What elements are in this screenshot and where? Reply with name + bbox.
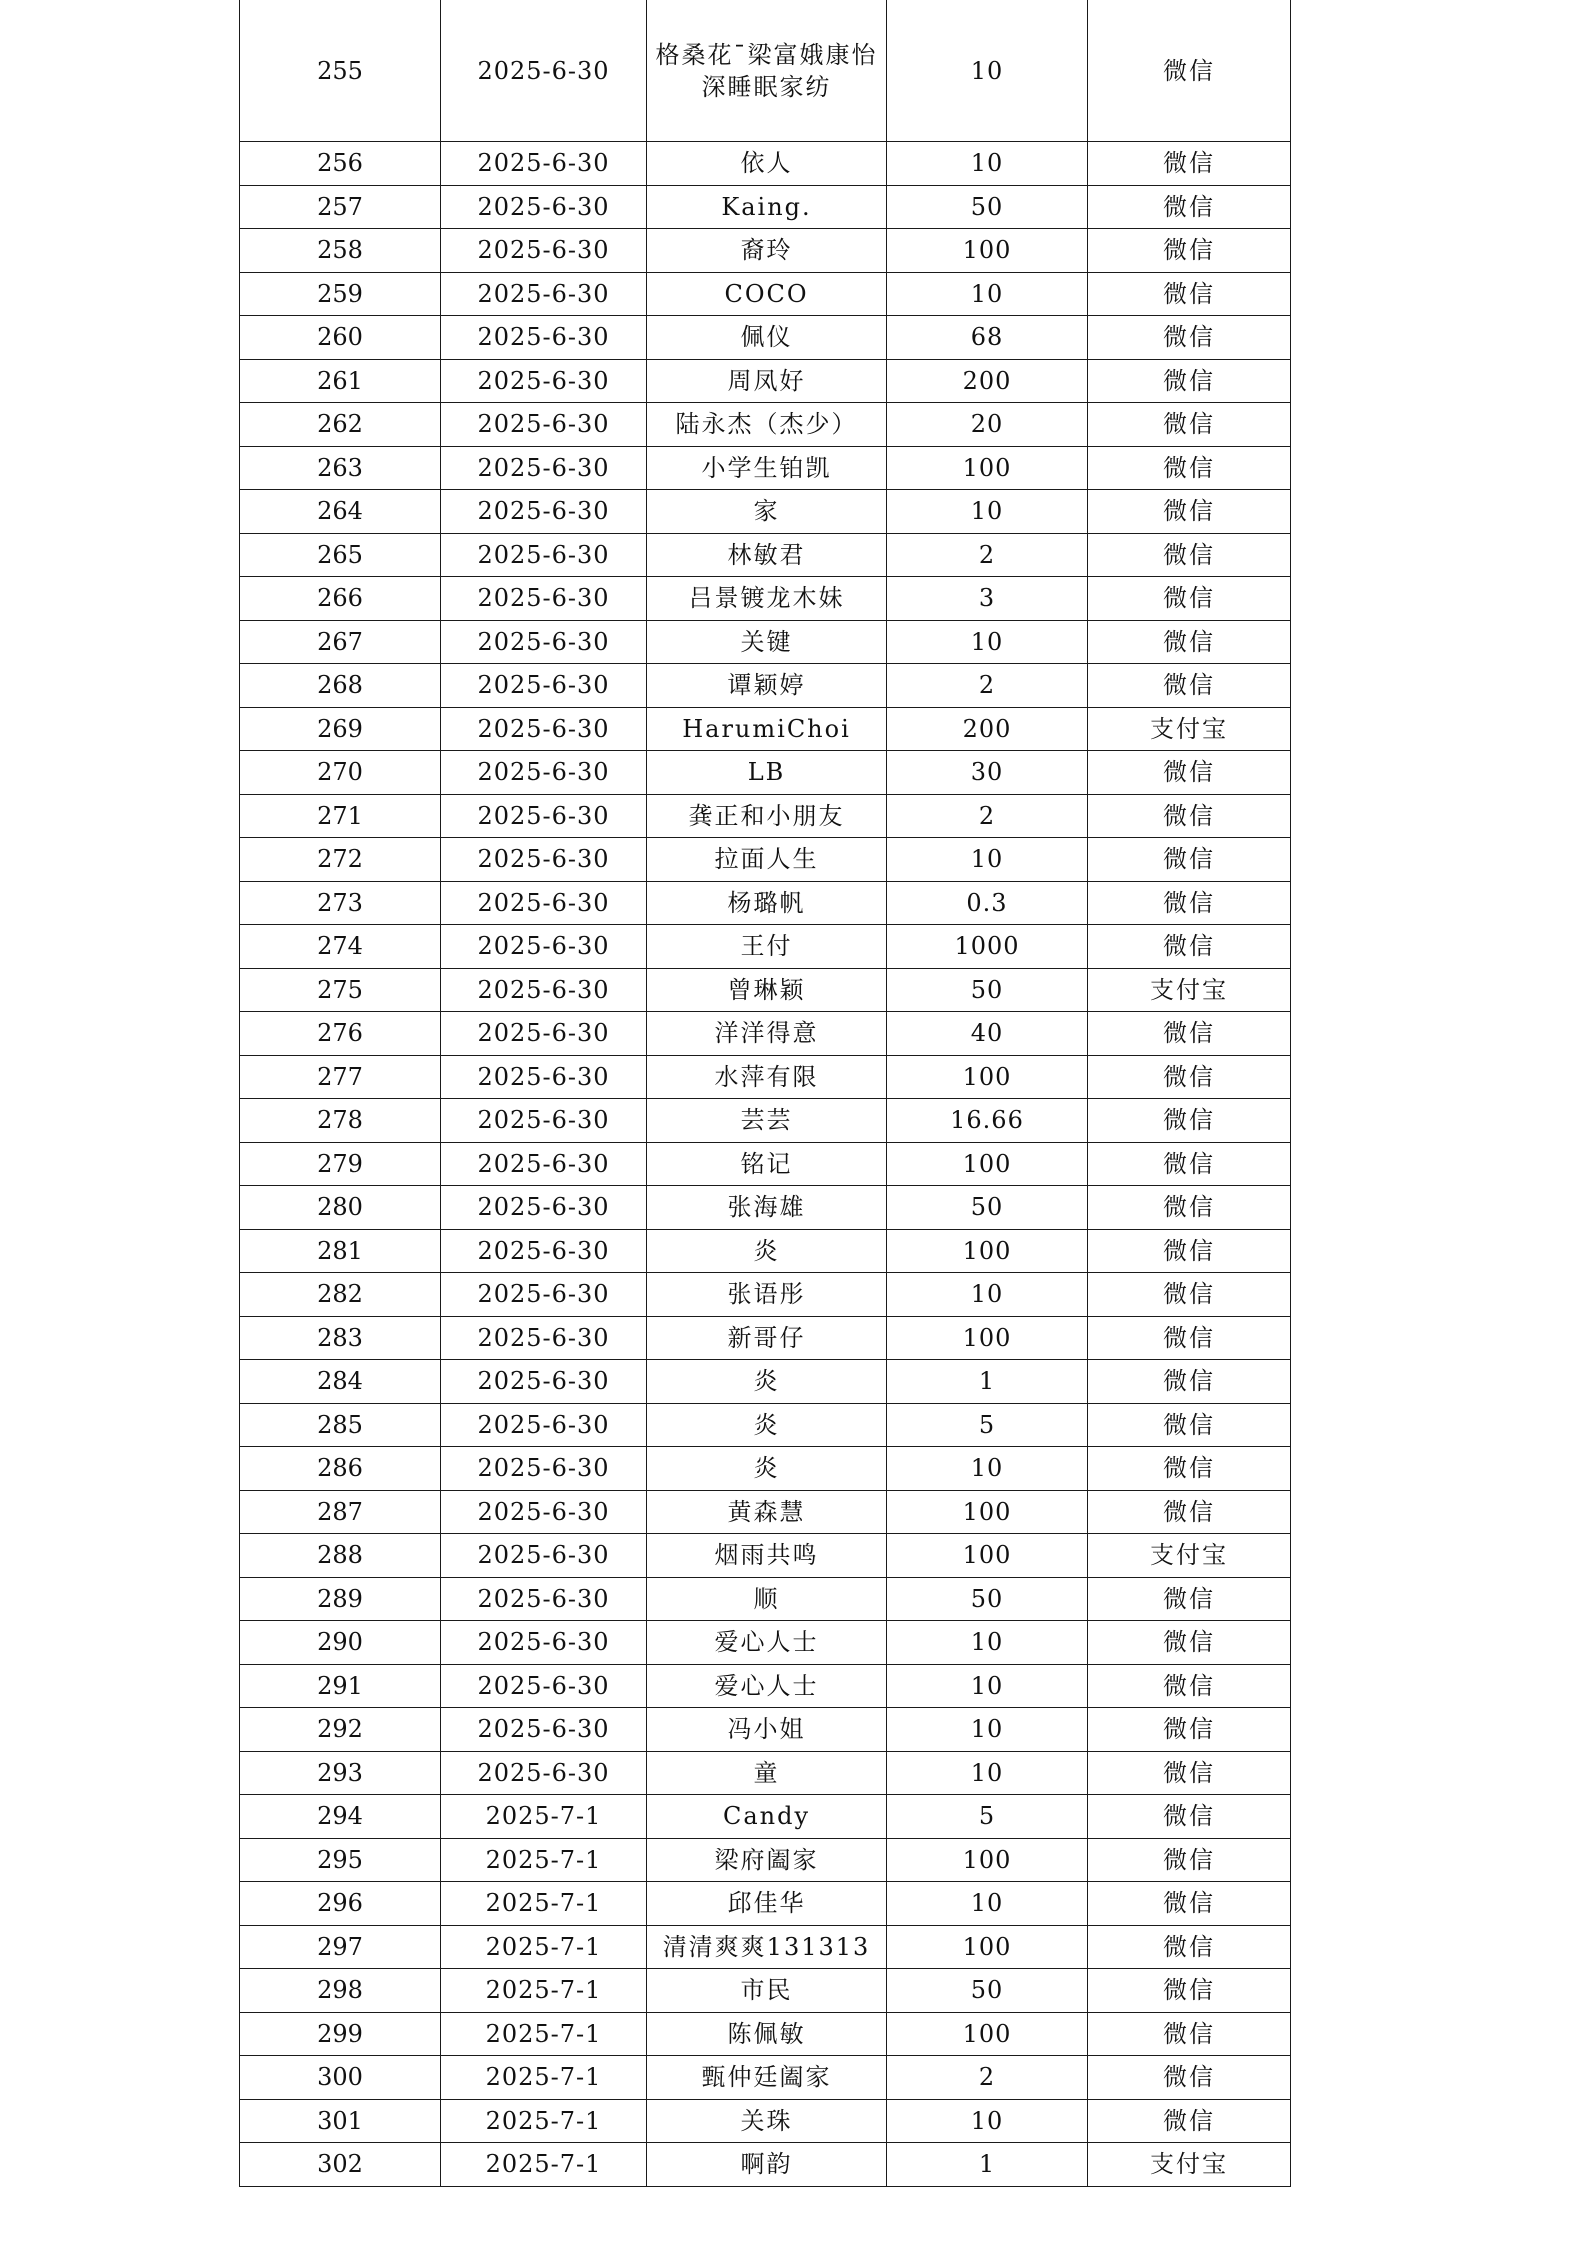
table-row [240,1795,1291,1839]
table-row [240,1621,1291,1665]
serial-number-cell: 280 [240,1186,441,1230]
payment-channel-cell: 微信 [1088,2099,1291,2143]
donor-name-cell: 周凤好 [647,359,887,403]
date-cell: 2025-6-30 [441,838,647,882]
amount-cell: 10 [887,1621,1088,1665]
serial-number-cell: 266 [240,577,441,621]
donor-name-cell: 新哥仔 [647,1316,887,1360]
donor-name-cell: 冯小姐 [647,1708,887,1752]
payment-channel-cell: 微信 [1088,1664,1291,1708]
amount-cell: 10 [887,1751,1088,1795]
amount-cell: 50 [887,185,1088,229]
date-cell: 2025-7-1 [441,1795,647,1839]
amount-cell: 10 [887,490,1088,534]
serial-number-cell: 288 [240,1534,441,1578]
date-cell: 2025-6-30 [441,1403,647,1447]
donor-name-cell: LB [647,751,887,795]
payment-channel-cell: 微信 [1088,272,1291,316]
date-cell: 2025-6-30 [441,1577,647,1621]
date-cell: 2025-6-30 [441,272,647,316]
date-cell: 2025-6-30 [441,925,647,969]
date-cell: 2025-6-30 [441,1447,647,1491]
table-row [240,142,1291,186]
amount-cell: 40 [887,1012,1088,1056]
date-cell: 2025-6-30 [441,229,647,273]
payment-channel-cell: 微信 [1088,1490,1291,1534]
serial-number-cell: 270 [240,751,441,795]
payment-channel-cell: 微信 [1088,316,1291,360]
amount-cell: 10 [887,2099,1088,2143]
amount-cell: 2 [887,664,1088,708]
date-cell: 2025-6-30 [441,1273,647,1317]
payment-channel-cell: 微信 [1088,1969,1291,2013]
payment-channel-cell: 微信 [1088,1142,1291,1186]
date-cell: 2025-6-30 [441,359,647,403]
donor-name-cell: 格桑花¯梁富娥康怡深睡眠家纺 [647,0,887,142]
serial-number-cell: 293 [240,1751,441,1795]
donation-table-body [240,0,1291,2186]
serial-number-cell: 263 [240,446,441,490]
serial-number-cell: 272 [240,838,441,882]
serial-number-cell: 273 [240,881,441,925]
serial-number-cell: 277 [240,1055,441,1099]
payment-channel-cell: 微信 [1088,490,1291,534]
date-cell: 2025-6-30 [441,1012,647,1056]
payment-channel-cell: 微信 [1088,1229,1291,1273]
table-row [240,577,1291,621]
payment-channel-cell: 微信 [1088,229,1291,273]
donor-name-cell: 陈佩敏 [647,2012,887,2056]
donor-name-cell: 童 [647,1751,887,1795]
payment-channel-cell: 微信 [1088,1403,1291,1447]
serial-number-cell: 300 [240,2056,441,2100]
date-cell: 2025-6-30 [441,1490,647,1534]
table-row [240,881,1291,925]
table-row [240,664,1291,708]
serial-number-cell: 269 [240,707,441,751]
amount-cell: 100 [887,1925,1088,1969]
table-row [240,1838,1291,1882]
payment-channel-cell: 微信 [1088,838,1291,882]
date-cell: 2025-6-30 [441,1316,647,1360]
table-row [240,2099,1291,2143]
payment-channel-cell: 微信 [1088,2012,1291,2056]
payment-channel-cell: 微信 [1088,925,1291,969]
donor-name-cell: 张海雄 [647,1186,887,1230]
date-cell: 2025-6-30 [441,1708,647,1752]
table-row [240,1360,1291,1404]
donor-name-cell: 烟雨共鸣 [647,1534,887,1578]
donor-name-cell: 水萍有限 [647,1055,887,1099]
amount-cell: 100 [887,1490,1088,1534]
serial-number-cell: 297 [240,1925,441,1969]
serial-number-cell: 274 [240,925,441,969]
table-row [240,359,1291,403]
date-cell: 2025-6-30 [441,1099,647,1143]
donor-name-cell: 小学生铂凯 [647,446,887,490]
date-cell: 2025-6-30 [441,620,647,664]
date-cell: 2025-6-30 [441,185,647,229]
amount-cell: 10 [887,620,1088,664]
amount-cell: 10 [887,1708,1088,1752]
amount-cell: 3 [887,577,1088,621]
date-cell: 2025-6-30 [441,1664,647,1708]
date-cell: 2025-6-30 [441,1751,647,1795]
serial-number-cell: 299 [240,2012,441,2056]
payment-channel-cell: 支付宝 [1088,2143,1291,2187]
date-cell: 2025-6-30 [441,664,647,708]
payment-channel-cell: 微信 [1088,794,1291,838]
table-row [240,751,1291,795]
serial-number-cell: 292 [240,1708,441,1752]
date-cell: 2025-6-30 [441,577,647,621]
payment-channel-cell: 微信 [1088,1751,1291,1795]
payment-channel-cell: 微信 [1088,1099,1291,1143]
table-row [240,533,1291,577]
payment-channel-cell: 微信 [1088,533,1291,577]
table-row [240,1403,1291,1447]
date-cell: 2025-6-30 [441,1186,647,1230]
amount-cell: 1 [887,2143,1088,2187]
donor-name-cell: 炎 [647,1229,887,1273]
donor-name-cell: 爱心人士 [647,1664,887,1708]
table-row [240,0,1291,142]
date-cell: 2025-6-30 [441,1621,647,1665]
donor-name-cell: 黄森慧 [647,1490,887,1534]
serial-number-cell: 290 [240,1621,441,1665]
amount-cell: 10 [887,838,1088,882]
payment-channel-cell: 微信 [1088,1708,1291,1752]
amount-cell: 100 [887,1838,1088,1882]
date-cell: 2025-7-1 [441,1838,647,1882]
table-row [240,272,1291,316]
table-row [240,1925,1291,1969]
date-cell: 2025-7-1 [441,2056,647,2100]
amount-cell: 68 [887,316,1088,360]
serial-number-cell: 289 [240,1577,441,1621]
payment-channel-cell: 微信 [1088,359,1291,403]
table-row [240,707,1291,751]
amount-cell: 10 [887,1882,1088,1926]
amount-cell: 200 [887,707,1088,751]
table-row [240,229,1291,273]
payment-channel-cell: 微信 [1088,620,1291,664]
table-row [240,794,1291,838]
date-cell: 2025-7-1 [441,2099,647,2143]
donor-name-cell: 吕景镀龙木妹 [647,577,887,621]
serial-number-cell: 301 [240,2099,441,2143]
date-cell: 2025-7-1 [441,2012,647,2056]
table-row [240,1099,1291,1143]
payment-channel-cell: 微信 [1088,446,1291,490]
donor-name-cell: HarumiChoi [647,707,887,751]
donor-name-cell: 依人 [647,142,887,186]
payment-channel-cell: 支付宝 [1088,1534,1291,1578]
donor-name-cell: 谭颖婷 [647,664,887,708]
amount-cell: 20 [887,403,1088,447]
serial-number-cell: 257 [240,185,441,229]
amount-cell: 10 [887,1664,1088,1708]
donor-name-cell: COCO [647,272,887,316]
amount-cell: 50 [887,1969,1088,2013]
donor-name-cell: 梁府阖家 [647,1838,887,1882]
payment-channel-cell: 微信 [1088,185,1291,229]
donor-name-cell: 邱佳华 [647,1882,887,1926]
amount-cell: 100 [887,1316,1088,1360]
date-cell: 2025-6-30 [441,446,647,490]
payment-channel-cell: 微信 [1088,751,1291,795]
amount-cell: 100 [887,446,1088,490]
donor-name-cell: 啊韵 [647,2143,887,2187]
date-cell: 2025-6-30 [441,707,647,751]
amount-cell: 10 [887,0,1088,142]
serial-number-cell: 291 [240,1664,441,1708]
donor-name-cell: 芸芸 [647,1099,887,1143]
donor-name-cell: 清清爽爽131313 [647,1925,887,1969]
payment-channel-cell: 微信 [1088,403,1291,447]
donor-name-cell: 拉面人生 [647,838,887,882]
payment-channel-cell: 微信 [1088,1012,1291,1056]
payment-channel-cell: 微信 [1088,1882,1291,1926]
amount-cell: 5 [887,1403,1088,1447]
table-row [240,925,1291,969]
date-cell: 2025-6-30 [441,0,647,142]
serial-number-cell: 256 [240,142,441,186]
payment-channel-cell: 微信 [1088,1360,1291,1404]
amount-cell: 100 [887,1534,1088,1578]
date-cell: 2025-6-30 [441,968,647,1012]
table-row [240,968,1291,1012]
date-cell: 2025-6-30 [441,1360,647,1404]
amount-cell: 50 [887,1186,1088,1230]
table-row [240,1577,1291,1621]
payment-channel-cell: 微信 [1088,1447,1291,1491]
payment-channel-cell: 支付宝 [1088,707,1291,751]
serial-number-cell: 281 [240,1229,441,1273]
serial-number-cell: 264 [240,490,441,534]
amount-cell: 5 [887,1795,1088,1839]
table-row [240,1012,1291,1056]
table-row [240,1229,1291,1273]
amount-cell: 2 [887,794,1088,838]
serial-number-cell: 295 [240,1838,441,1882]
serial-number-cell: 279 [240,1142,441,1186]
date-cell: 2025-6-30 [441,403,647,447]
donor-name-cell: 市民 [647,1969,887,2013]
date-cell: 2025-6-30 [441,1055,647,1099]
table-row [240,2012,1291,2056]
table-row [240,1316,1291,1360]
payment-channel-cell: 微信 [1088,1925,1291,1969]
payment-channel-cell: 微信 [1088,1055,1291,1099]
table-row [240,403,1291,447]
amount-cell: 100 [887,1229,1088,1273]
amount-cell: 100 [887,229,1088,273]
table-row [240,1186,1291,1230]
payment-channel-cell: 微信 [1088,142,1291,186]
serial-number-cell: 275 [240,968,441,1012]
table-row [240,1142,1291,1186]
date-cell: 2025-6-30 [441,881,647,925]
amount-cell: 50 [887,968,1088,1012]
donor-name-cell: 铭记 [647,1142,887,1186]
donor-name-cell: 曾琳颖 [647,968,887,1012]
serial-number-cell: 298 [240,1969,441,2013]
payment-channel-cell: 微信 [1088,664,1291,708]
table-row [240,1708,1291,1752]
date-cell: 2025-7-1 [441,1925,647,1969]
donor-name-cell: 家 [647,490,887,534]
table-row [240,446,1291,490]
serial-number-cell: 302 [240,2143,441,2187]
donor-name-cell: 林敏君 [647,533,887,577]
amount-cell: 100 [887,1142,1088,1186]
amount-cell: 2 [887,533,1088,577]
serial-number-cell: 285 [240,1403,441,1447]
donor-name-cell: 洋洋得意 [647,1012,887,1056]
serial-number-cell: 282 [240,1273,441,1317]
amount-cell: 0.3 [887,881,1088,925]
amount-cell: 16.66 [887,1099,1088,1143]
serial-number-cell: 276 [240,1012,441,1056]
donor-name-cell: 陆永杰（杰少） [647,403,887,447]
serial-number-cell: 286 [240,1447,441,1491]
donor-name-cell: 甄仲廷阖家 [647,2056,887,2100]
serial-number-cell: 271 [240,794,441,838]
amount-cell: 10 [887,1447,1088,1491]
donor-name-cell: 王付 [647,925,887,969]
table-row [240,1664,1291,1708]
date-cell: 2025-6-30 [441,1229,647,1273]
donor-name-cell: 龚正和小朋友 [647,794,887,838]
serial-number-cell: 294 [240,1795,441,1839]
serial-number-cell: 262 [240,403,441,447]
serial-number-cell: 260 [240,316,441,360]
donor-name-cell: Kaing. [647,185,887,229]
donor-name-cell: 裔玲 [647,229,887,273]
donor-name-cell: 顺 [647,1577,887,1621]
table-row [240,316,1291,360]
amount-cell: 100 [887,1055,1088,1099]
table-row [240,1882,1291,1926]
payment-channel-cell: 微信 [1088,0,1291,142]
payment-channel-cell: 支付宝 [1088,968,1291,1012]
amount-cell: 10 [887,1273,1088,1317]
table-row [240,1969,1291,2013]
serial-number-cell: 255 [240,0,441,142]
date-cell: 2025-6-30 [441,142,647,186]
table-row [240,1751,1291,1795]
donor-name-cell: 关珠 [647,2099,887,2143]
serial-number-cell: 284 [240,1360,441,1404]
serial-number-cell: 268 [240,664,441,708]
amount-cell: 10 [887,142,1088,186]
date-cell: 2025-6-30 [441,1142,647,1186]
donor-name-cell: 炎 [647,1447,887,1491]
date-cell: 2025-6-30 [441,1534,647,1578]
donor-name-cell: 杨璐帆 [647,881,887,925]
amount-cell: 2 [887,2056,1088,2100]
payment-channel-cell: 微信 [1088,1186,1291,1230]
payment-channel-cell: 微信 [1088,2056,1291,2100]
serial-number-cell: 283 [240,1316,441,1360]
date-cell: 2025-6-30 [441,794,647,838]
serial-number-cell: 258 [240,229,441,273]
payment-channel-cell: 微信 [1088,1795,1291,1839]
donor-name-cell: 炎 [647,1403,887,1447]
table-row [240,1534,1291,1578]
serial-number-cell: 261 [240,359,441,403]
donor-name-cell: 爱心人士 [647,1621,887,1665]
donor-name-cell: 炎 [647,1360,887,1404]
payment-channel-cell: 微信 [1088,1273,1291,1317]
table-row [240,490,1291,534]
payment-channel-cell: 微信 [1088,881,1291,925]
table-row [240,620,1291,664]
date-cell: 2025-7-1 [441,1969,647,2013]
serial-number-cell: 265 [240,533,441,577]
payment-channel-cell: 微信 [1088,1577,1291,1621]
date-cell: 2025-6-30 [441,533,647,577]
table-row [240,2143,1291,2187]
amount-cell: 50 [887,1577,1088,1621]
date-cell: 2025-6-30 [441,316,647,360]
donor-name-cell: 佩仪 [647,316,887,360]
serial-number-cell: 259 [240,272,441,316]
amount-cell: 100 [887,2012,1088,2056]
amount-cell: 30 [887,751,1088,795]
amount-cell: 1 [887,1360,1088,1404]
amount-cell: 1000 [887,925,1088,969]
donor-name-cell: 关键 [647,620,887,664]
serial-number-cell: 278 [240,1099,441,1143]
amount-cell: 10 [887,272,1088,316]
table-row [240,1273,1291,1317]
serial-number-cell: 287 [240,1490,441,1534]
donor-name-cell: Candy [647,1795,887,1839]
date-cell: 2025-7-1 [441,2143,647,2187]
table-row [240,1490,1291,1534]
date-cell: 2025-6-30 [441,751,647,795]
payment-channel-cell: 微信 [1088,577,1291,621]
table-row [240,1055,1291,1099]
table-row [240,1447,1291,1491]
serial-number-cell: 296 [240,1882,441,1926]
payment-channel-cell: 微信 [1088,1838,1291,1882]
donation-table [239,0,1291,2187]
payment-channel-cell: 微信 [1088,1316,1291,1360]
amount-cell: 200 [887,359,1088,403]
table-row [240,185,1291,229]
table-row [240,838,1291,882]
table-row [240,2056,1291,2100]
date-cell: 2025-7-1 [441,1882,647,1926]
date-cell: 2025-6-30 [441,490,647,534]
serial-number-cell: 267 [240,620,441,664]
donor-name-cell: 张语彤 [647,1273,887,1317]
payment-channel-cell: 微信 [1088,1621,1291,1665]
